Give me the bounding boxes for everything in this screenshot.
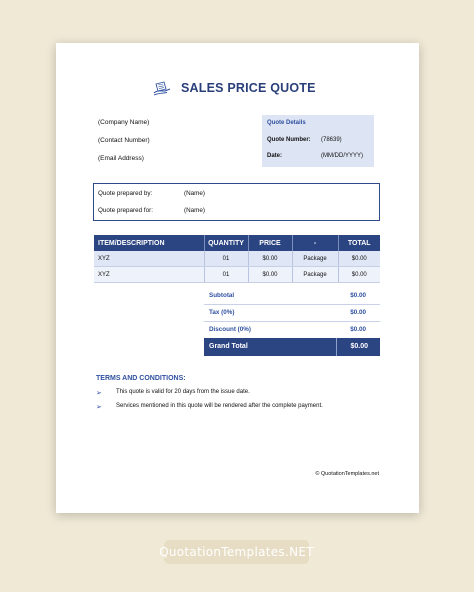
prepared-by-value: (Name) [184, 190, 205, 197]
prepared-for-label: Quote prepared for: [98, 207, 153, 214]
terms-item-text: This quote is valid for 20 days from the issue date. [116, 389, 250, 395]
copyright-credit: © QuotationTemplates.net [315, 471, 379, 477]
quote-number-label: Quote Number: [267, 137, 311, 143]
site-watermark-label: QuotationTemplates.NET [164, 540, 309, 564]
header-price: PRICE [248, 235, 292, 251]
discount-row [204, 322, 380, 338]
arrow-bullet-icon: ➢ [96, 390, 102, 397]
tax-label: Tax (0%) [209, 309, 235, 316]
quote-date-row [267, 153, 363, 159]
arrow-bullet-icon: ➢ [96, 404, 102, 411]
item-description-cell: XYZ [94, 251, 204, 267]
header-unit: - [292, 235, 338, 251]
title-row [153, 80, 316, 96]
prepared-for-value: (Name) [184, 207, 205, 214]
document-title: SALES PRICE QUOTE [181, 81, 316, 95]
summary-section [204, 288, 380, 356]
unit-cell: Package [292, 251, 338, 267]
quote-number-value: (78639) [321, 137, 342, 143]
email-address: (Email Address) [98, 155, 144, 162]
unit-cell: Package [292, 267, 338, 283]
header-total: TOTAL [338, 235, 380, 251]
price-cell: $0.00 [248, 267, 292, 283]
discount-value: $0.00 [350, 326, 366, 333]
quantity-cell: 01 [204, 267, 248, 283]
items-table [94, 235, 380, 283]
terms-heading: TERMS AND CONDITIONS: [96, 375, 186, 382]
prepared-box [93, 183, 380, 221]
quote-details-box [262, 115, 374, 167]
grand-total-value: $0.00 [350, 343, 368, 350]
quote-details-heading: Quote Details [267, 120, 306, 126]
prepared-by-row [98, 190, 205, 197]
price-cell: $0.00 [248, 251, 292, 267]
subtotal-value: $0.00 [350, 292, 366, 299]
subtotal-label: Subtotal [209, 292, 235, 299]
quote-number-row [267, 137, 342, 143]
header-item-description: ITEM/DESCRIPTION [94, 235, 204, 251]
company-info [98, 119, 150, 173]
tax-value: $0.00 [350, 309, 366, 316]
tax-row [204, 305, 380, 322]
prepared-for-row [98, 207, 205, 214]
total-cell: $0.00 [338, 267, 380, 283]
header-quantity: QUANTITY [204, 235, 248, 251]
grand-total-row [204, 338, 380, 356]
terms-item [96, 389, 250, 397]
table-row [94, 251, 380, 267]
subtotal-row [204, 288, 380, 305]
company-name: (Company Name) [98, 119, 150, 126]
item-description-cell: XYZ [94, 267, 204, 283]
discount-label: Discount (0%) [209, 326, 251, 333]
quote-document [56, 43, 419, 513]
terms-item [96, 403, 323, 411]
quote-date-label: Date: [267, 153, 283, 159]
contact-number: (Contact Number) [98, 137, 150, 144]
terms-item-text: Services mentioned in this quote will be rendered after the complete payment. [116, 403, 323, 409]
table-row [94, 267, 380, 283]
table-header-row [94, 235, 380, 251]
quote-date-value: (MM/DD/YYYY) [321, 153, 363, 159]
grand-total-divider [336, 338, 337, 356]
grand-total-label: Grand Total [209, 343, 248, 350]
quantity-cell: 01 [204, 251, 248, 267]
hand-document-icon [153, 80, 173, 96]
prepared-by-label: Quote prepared by: [98, 190, 153, 197]
total-cell: $0.00 [338, 251, 380, 267]
